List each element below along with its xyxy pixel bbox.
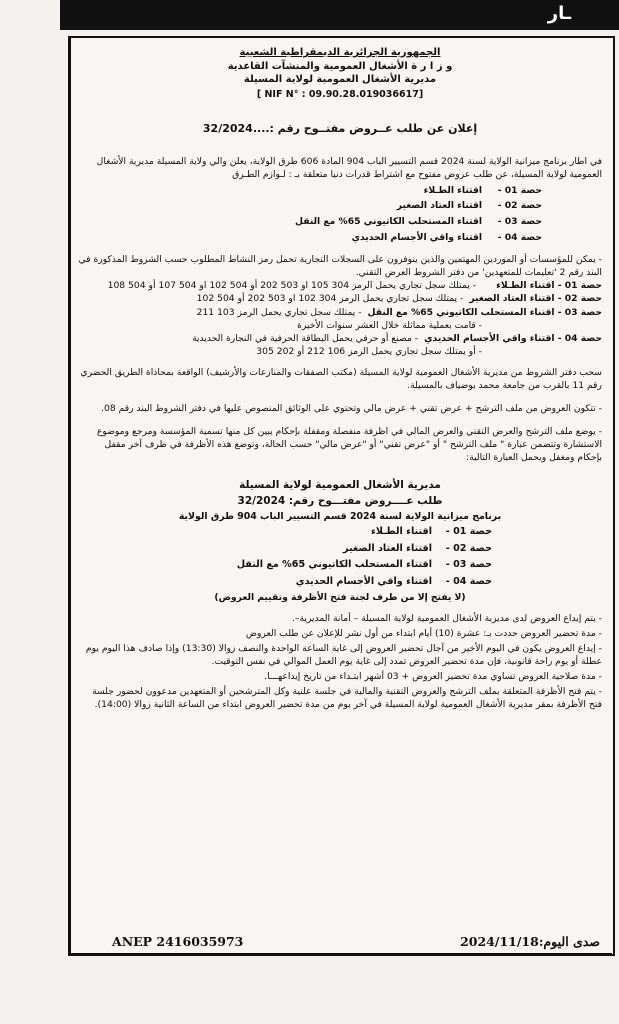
term-item: - يتم فتح الأظرفة المتعلقة بملف الترشح والعروض التقنية والمالية في جلسة علنية وكل المترشحين أو المتعهدين مدعوون لحضور جلسة فتح الأظرفة بمقر مديرية الأشغال العمومية لولاية المسيلة في آخر يوم من مدة تحضير العروض ابتداء من الساعة الثانية زوالا (14:00). [92, 686, 602, 711]
requirement-row: حصة 01 - اقتناء الطـلاء - يمتلك سجل تجاري يحمل الرمز 304 105 او 503 202 أو 504 102 او 504 107 أو 504 108 [107, 280, 602, 292]
bottom-rule [68, 953, 612, 956]
ad-intro: في اطار برنامج ميزانية الولاية لسنة 2024 قسم التسيير الباب 904 المادة 606 طرق الولاية، يعلن والي ولاية المسيلة مديرية الأشغال العمومية لولاية المسيلة، عن طلب عروض مفتوح مع اشتراط قدرات دنيا متعلقة بـ : لـوازم الطـرق [96, 155, 602, 180]
publication-date: صدى اليوم:2024/11/18 [460, 933, 600, 949]
ministry-header [78, 46, 602, 87]
requirement-row: - قامت بعملية مماثلة خلال العشر سنوات الأخيرة [297, 319, 482, 331]
composition-text: - تتكون العروض من ملف الترشح + عرض تقني + عرض مالي وتحتوي على الوثائق المنصوص عليها في دفتر الشروط البند رقم 08. [101, 402, 602, 414]
envelope-budget: برنامج ميزانية الولاية لسنة 2024 قسم التسيير الباب 904 طرق الولاية [178, 510, 502, 522]
requirement-row: حصة 02 - اقتناء العتاد الصغير - يمتلك سجل تجاري يحمل الرمز 304 102 او 503 202 أو 504 102 [196, 293, 602, 305]
requirement-row: - أو يمتلك سجل تجاري يحمل الرمز 106 212 أو 202 305 [256, 345, 482, 357]
publication-footer [72, 930, 604, 952]
lot-item: حصة 01 - اقتناء الطـلاء [423, 184, 542, 196]
envelopes-text: - يوضع ملف الترشح والعرض التقني والعرض المالي في اظرفة منفصلة ومقفلة بإحكام يبين كل منها تسمية المؤسسة ومرجع وموضوع الاستشارة وتتضمن عبارة " ملف الترشح " أو "عرض تقني" أو "عرض مالي" حسب الحالة، وتوضع هذه الأظرفة في ظرف آخر مقفل بإحكام ومغفل ويحمل العبارة التالية: [96, 425, 602, 464]
lot-item: حصة 03 - اقتناء المستحلب الكاتيوني 65% مع النقل [295, 216, 542, 227]
nif-number: [ NIF N° : 09.90.28.019036617] [256, 88, 424, 100]
requirements-list [78, 279, 602, 357]
tender-notice [78, 46, 602, 713]
lot-item: حصة 02 - اقتناء العتاد الصغير [396, 200, 542, 212]
ad-title: إعلان عن طلب عــروض مفتــوح رقم :....32/2024 [202, 121, 478, 135]
lot-item: حصة 04 - اقتناء واقي الأجسام الحديدي [295, 576, 492, 588]
lot-item: حصة 02 - اقتناء العتاد الصغير [343, 542, 492, 554]
anep-reference: ANEP 2416035973 [112, 933, 244, 949]
envelope-title: طلب عــــروض مفتـــوح رقم: 32/2024 [237, 494, 443, 507]
term-item: - إيداع العروض يكون في اليوم الأخير من آجال تحضير العروض إلى غاية الساعة الواحدة والنصف زوالا (13:30) وإذا صادف هذا اليوم يوم عطلة أو يوم راحة قانونية، فإن مدة تحضير العروض تمدد إلى غاية يوم العمل الموالي في نفس التوقيت. [85, 643, 602, 668]
envelope-note: (لا يفتح إلا من طرف لجنة فتح الأظرفة وتقييم العروض) [214, 591, 466, 603]
directorate-name: مديرية الأشغال العمومية لولاية المسيلة [243, 74, 437, 85]
terms-list [78, 612, 602, 711]
term-item: - مدة تحضير العروض حددت بـ: عشرة (10) أيام ابتداء من أول نشر للإعلان عن طلب العروض [245, 628, 602, 640]
term-item: - مدة صلاحية العروض تساوي مدة تحضير العروض + 03 أشهر ابتـداء من تاريخ إيداعهـــا. [264, 671, 602, 683]
banner-text: ـار [547, 3, 571, 24]
lot-item: حصة 03 - اقتناء المستحلب الكاتيوني 65% مع النقل [236, 559, 492, 571]
lot-item: حصة 04 - اقتناء واقي الأجسام الحديدي [351, 231, 542, 243]
lot-item: حصة 01 - اقتناء الطـلاء [371, 525, 492, 537]
newspaper-banner [60, 0, 619, 30]
eligibility-text: - يمكن للمؤسسات أو الموردين المهتمين والذين يتوفرون على السجلات التجارية تحمل رمز النشاط المطلوب حسب الشروط المذكورة في البند رقم 2 'تعليمات للمتعهدين' من دفتر الشروط العرض التقني. [78, 254, 602, 279]
envelope-lots-list [78, 524, 492, 591]
envelope-directorate: مديرية الأشغال العمومية لولاية المسيلة [239, 479, 441, 492]
republic-name: الجمهورية الجزائرية الديمقراطية الشعبية [239, 47, 441, 58]
withdrawal-text: سحب دفتر الشروط من مديرية الأشغال العمومية لولاية المسيلة (مكتب الصفقات والمنازعات والأرشيف) الواقعة بمحاذاة الطريق الحضري رقم 11 بالقرب من جامعة محمد بوضياف بالمسيلة. [80, 366, 602, 391]
requirement-row: حصة 03 - اقتناء المستحلب الكاتيوني 65% مع النقل - يمتلك سجل تجاري يحمل الرمز 103 211 [196, 306, 602, 318]
requirement-row: حصة 04 - اقتناء واقي الأجسام الحديدي - مصنع أو حرفي يحمل البطاقة الحرفية في النجارة الحديدية [192, 332, 602, 344]
ministry-name: و ز ا ر ة الأشغال العمومية والمنشآت القاعدية [227, 60, 453, 72]
lots-list [78, 183, 542, 246]
term-item: - يتم إيداع العروض لدى مديرية الأشغال العمومية لولاية المسيلة – أمانة المديرية–. [291, 612, 602, 624]
